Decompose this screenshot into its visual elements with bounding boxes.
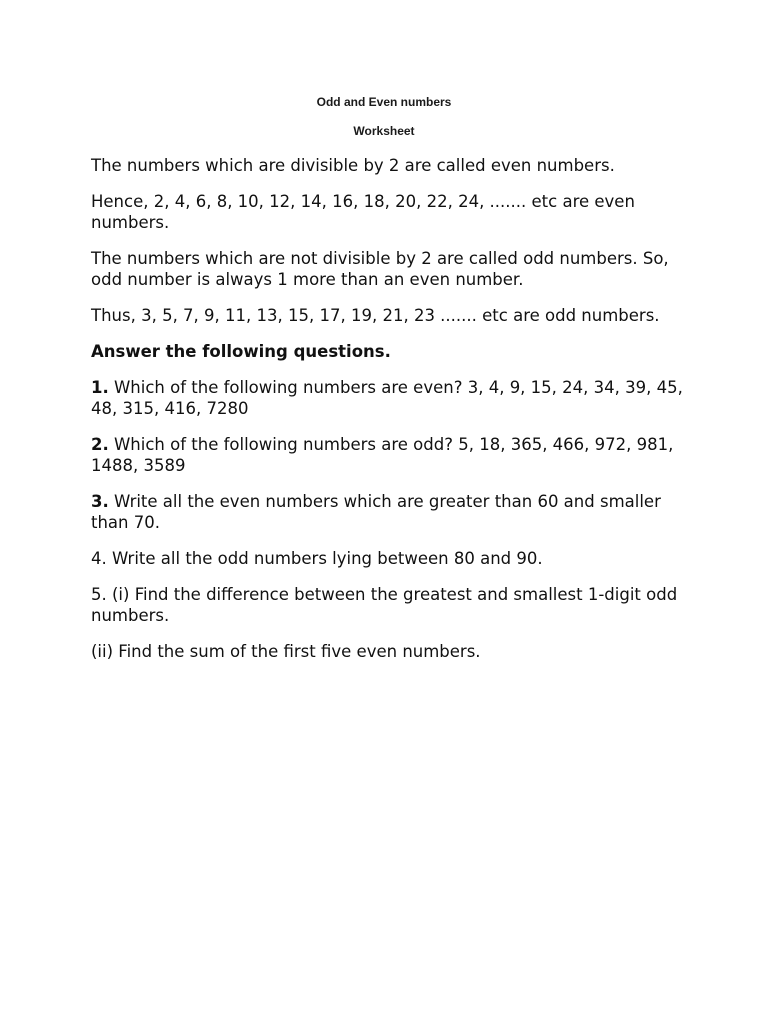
question-5-part-2: (ii) Find the sum of the first five even numbers. xyxy=(91,642,481,661)
odd-examples: Thus, 3, 5, 7, 9, 11, 13, 15, 17, 19, 21, 23 ....... etc are odd numbers. xyxy=(91,306,660,325)
question-number: 3. xyxy=(91,492,109,511)
questions-heading: Answer the following questions. xyxy=(91,342,391,361)
worksheet-body xyxy=(91,155,691,677)
question-text: Write all the even numbers which are greater than 60 and smaller than 70. xyxy=(91,492,661,532)
question-number: 2. xyxy=(91,435,109,454)
question-4: 4. Write all the odd numbers lying between 80 and 90. xyxy=(91,549,543,568)
odd-definition: The numbers which are not divisible by 2 are called odd numbers. So, odd number is always 1 more than an even number. xyxy=(91,249,669,289)
question-text: Which of the following numbers are even? 3, 4, 9, 15, 24, 34, 39, 45, 48, 315, 416, 7280 xyxy=(91,378,683,418)
question-1 xyxy=(91,377,691,419)
question-5-part-1: 5. (i) Find the difference between the greatest and smallest 1-digit odd numbers. xyxy=(91,585,678,625)
question-2 xyxy=(91,434,691,476)
page-subtitle: Worksheet xyxy=(353,124,415,138)
question-text: Which of the following numbers are odd? 5, 18, 365, 466, 972, 981, 1488, 3589 xyxy=(91,435,674,475)
even-definition: The numbers which are divisible by 2 are called even numbers. xyxy=(91,156,615,175)
question-3 xyxy=(91,491,691,533)
even-examples: Hence, 2, 4, 6, 8, 10, 12, 14, 16, 18, 20, 22, 24, ....... etc are even numbers. xyxy=(91,192,635,232)
page-title: Odd and Even numbers xyxy=(316,95,452,109)
question-number: 1. xyxy=(91,378,109,397)
